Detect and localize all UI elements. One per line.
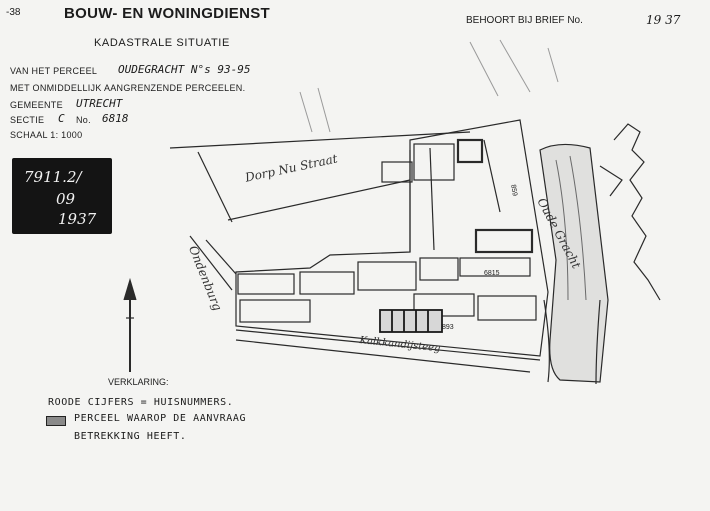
stamp-line-2: 09: [56, 190, 76, 208]
year-value: 19 37: [646, 13, 681, 27]
perceel-label: VAN HET PERCEEL: [10, 66, 98, 76]
diagonal-street: [170, 132, 470, 222]
aangrenzende-label: MET ONMIDDELLIJK AANGRENZENDE PERCEELEN.: [10, 83, 246, 93]
no-value: 6818: [102, 112, 129, 125]
north-arrow: [124, 280, 136, 372]
left-street-label: Ondenburg: [185, 243, 225, 313]
top-parcels: [382, 140, 500, 212]
sectie-value: C: [58, 112, 65, 125]
legend-title: VERKLARING:: [108, 377, 169, 387]
corner-mark: -38: [6, 7, 21, 18]
parcel-number-859: 859: [509, 184, 519, 197]
perceel-value: OUDEGRACHT N°s 93-95: [118, 63, 251, 76]
legend-item-house-numbers: ROODE CIJFERS = HUISNUMMERS.: [48, 397, 234, 408]
stamp-line-3: 1937: [58, 210, 97, 228]
gemeente-value: UTRECHT: [76, 97, 123, 110]
street-label-dorp: Dorp Nu Straat: [243, 151, 339, 185]
parcel-number-6815: 6815: [484, 270, 500, 277]
gemeente-label: GEMEENTE: [10, 100, 63, 110]
stamp-line-1: 7911.2/: [24, 168, 82, 186]
canal-label: Oude Gracht: [534, 195, 584, 271]
archive-stamp: [12, 158, 112, 234]
legend-item-parcel: PERCEEL WAAROP DE AANVRAAG: [74, 413, 247, 424]
lane-label: Kalkkandijsteeg: [358, 335, 441, 355]
no-label: No.: [76, 115, 91, 125]
schaal-label: SCHAAL 1: 1000: [10, 130, 83, 140]
subject-parcel: [380, 310, 442, 332]
legend-hatch-swatch: [46, 416, 66, 426]
right-bank: [600, 124, 660, 300]
upper-street-fragments: [300, 40, 558, 132]
parcel-number-893: 893: [442, 324, 454, 331]
behoort-bij-brief-label: BEHOORT BIJ BRIEF No.: [466, 15, 583, 26]
legend-item-parcel-cont: BETREKKING HEEFT.: [74, 431, 187, 442]
sectie-label: SECTIE: [10, 115, 45, 125]
page-subtitle: KADASTRALE SITUATIE: [94, 37, 230, 49]
page-title: BOUW- EN WONINGDIENST: [64, 5, 270, 22]
